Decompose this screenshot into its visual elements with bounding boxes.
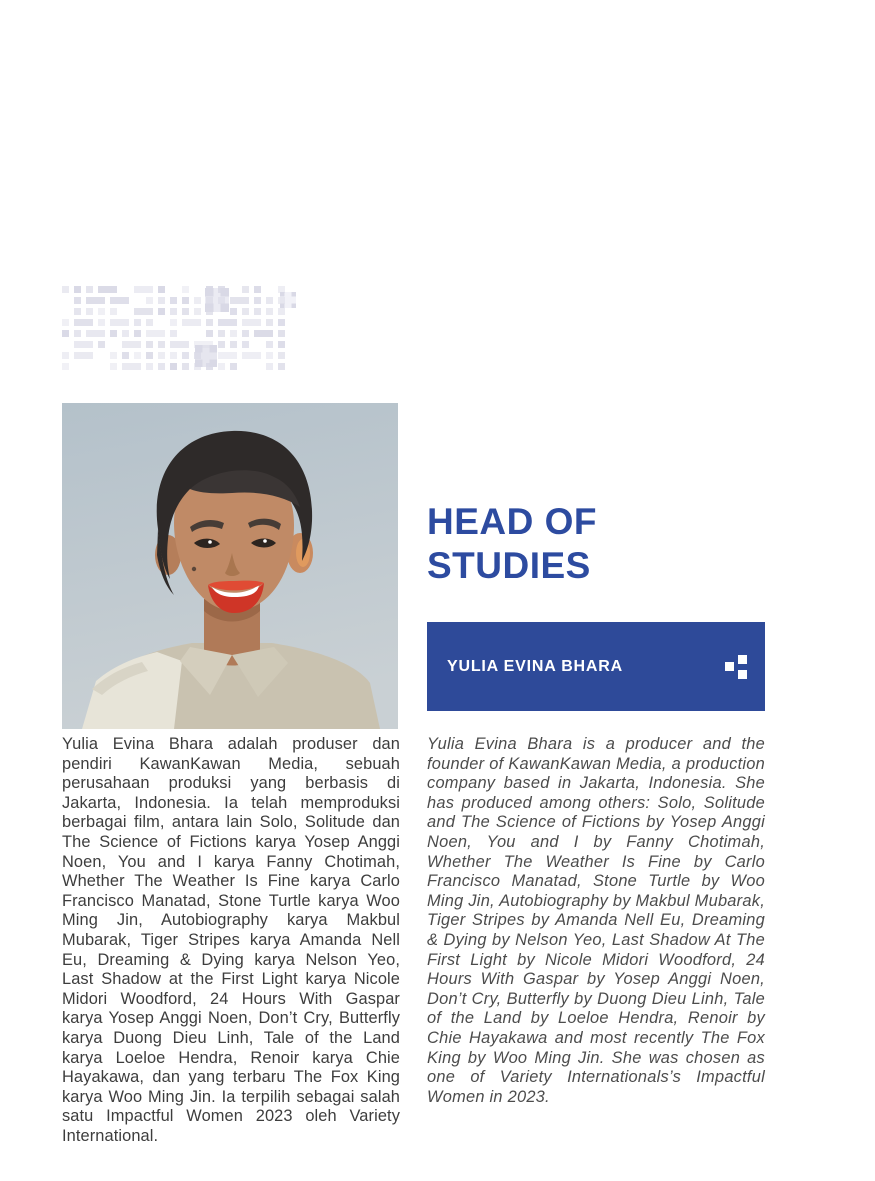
pattern-square: [254, 286, 261, 293]
pattern-square: [266, 352, 273, 359]
pattern-square: [158, 341, 165, 348]
pattern-square: [62, 330, 69, 337]
bio-english: Yulia Evina Bhara is a producer and the founder of KawanKawan Media, a production company based in Jakarta, Indonesia. She has produced among others: Solo, Solitude and The Science of Fictions by Yosep Anggi Noen, You and I by Fanny Chotimah, Whether The Weather Is Fine by Carlo Francisco Manatad, Stone Turtle by Woo Ming Jin, Autobiography by Makbul Mubarak, Tiger Stripes by Amanda Nell Eu, Dreaming & Dying by Nelson Yeo, Last Shadow At The First Light by Nicole Midori Woodford, 24 Hours With Gaspar by Yosep Anggi Noen, Don’t Cry, Butterfly by Duong Dieu Linh, Tale of the Land by Loeloe Hendra, Renoir by Chie Hayakawa and most recently The Fox King by Woo Ming Jin. She was chosen as one of Variety Internationals’s Impactful Women in 2023.: [427, 735, 765, 1106]
pattern-square: [206, 308, 213, 315]
pattern-square: [74, 286, 81, 293]
pattern-square: [194, 308, 201, 315]
pattern-square: [110, 352, 117, 359]
pattern-square: [146, 363, 153, 370]
pattern-square: [98, 308, 105, 315]
pattern-square: [182, 308, 189, 315]
pattern-square: [62, 319, 69, 326]
pattern-square: [170, 297, 177, 304]
pattern-square: [74, 319, 93, 326]
pattern-square: [218, 297, 225, 304]
pattern-square: [242, 330, 249, 337]
pattern-square: [122, 341, 141, 348]
pattern-square: [206, 330, 213, 337]
pattern-square: [278, 319, 285, 326]
pattern-square: [122, 330, 129, 337]
pattern-square: [278, 330, 285, 337]
pattern-square: [206, 297, 213, 304]
pattern-square: [122, 363, 141, 370]
pattern-square: [194, 352, 201, 359]
pattern-square: [218, 352, 237, 359]
pattern-square: [146, 319, 153, 326]
pattern-square: [206, 286, 213, 293]
pattern-square: [206, 319, 213, 326]
name-banner: [427, 622, 765, 711]
pattern-square: [182, 363, 189, 370]
pattern-square: [278, 297, 285, 304]
pattern-square: [230, 297, 249, 304]
pattern-square: [170, 308, 177, 315]
pattern-square: [158, 363, 165, 370]
page-title-line-2: STUDIES: [427, 545, 591, 586]
pattern-square: [182, 286, 189, 293]
pattern-square: [266, 297, 273, 304]
pattern-square: [194, 297, 201, 304]
pattern-square: [278, 308, 285, 315]
pattern-square: [158, 297, 165, 304]
pattern-square: [110, 330, 117, 337]
pattern-square: [146, 330, 165, 337]
pattern-square: [74, 341, 93, 348]
pattern-square: [134, 308, 153, 315]
pattern-square: [62, 286, 69, 293]
decorative-pattern: [62, 286, 296, 374]
pattern-square: [194, 341, 213, 348]
portrait-photo: [62, 403, 398, 729]
pattern-square: [266, 341, 273, 348]
pattern-square: [170, 330, 177, 337]
pattern-square: [110, 297, 129, 304]
pattern-square: [74, 308, 81, 315]
pattern-square: [122, 352, 129, 359]
pattern-square: [278, 341, 285, 348]
pattern-square: [158, 352, 165, 359]
pattern-square: [134, 286, 153, 293]
pattern-square: [110, 363, 117, 370]
share-icon-square: [738, 655, 747, 664]
pattern-square: [134, 319, 141, 326]
pattern-square: [242, 319, 261, 326]
pattern-square: [242, 341, 249, 348]
pattern-square: [98, 341, 105, 348]
pattern-square: [278, 286, 285, 293]
pattern-square: [62, 363, 69, 370]
pattern-square: [74, 352, 93, 359]
pattern-square: [146, 297, 153, 304]
pattern-square: [62, 352, 69, 359]
pattern-square: [110, 308, 117, 315]
pattern-square: [242, 286, 249, 293]
pattern-square: [230, 308, 237, 315]
pattern-square: [218, 330, 225, 337]
portrait-illustration: [62, 403, 398, 729]
pattern-square: [86, 330, 105, 337]
pattern-square: [110, 319, 129, 326]
pattern-square: [206, 363, 213, 370]
pattern-square: [278, 352, 285, 359]
pattern-square: [230, 341, 237, 348]
pattern-square: [86, 286, 93, 293]
pattern-square: [182, 352, 189, 359]
pattern-square: [146, 341, 153, 348]
pattern-square: [254, 297, 261, 304]
pattern-square: [194, 363, 201, 370]
pattern-square: [254, 330, 273, 337]
pattern-square: [170, 341, 189, 348]
pattern-square: [182, 297, 189, 304]
pattern-square: [86, 308, 93, 315]
page-title-line-1: HEAD OF: [427, 501, 597, 542]
pattern-square: [86, 297, 105, 304]
pattern-square: [182, 319, 201, 326]
pattern-square: [218, 319, 237, 326]
pattern-square: [170, 352, 177, 359]
share-icon[interactable]: [725, 655, 747, 679]
bio-indonesian: Yulia Evina Bhara adalah produser dan pendiri KawanKawan Media, sebuah perusahaan produksi yang berbasis di Jakarta, Indonesia. Ia telah memproduksi berbagai film, antara lain Solo, Solitude dan The Science of Fictions karya Yosep Anggi Noen, You and I karya Fanny Chotimah, Whether The Weather Is Fine karya Carlo Francisco Manatad, Stone Turtle karya Woo Ming Jin, Autobiography karya Makbul Mubarak, Tiger Stripes karya Amanda Nell Eu, Dreaming & Dying karya Nelson Yeo, Last Shadow at the First Light karya Nicole Midori Woodford, 24 Hours With Gaspar karya Yosep Anggi Noen, Don’t Cry, Butterfly karya Duong Dieu Linh, Tale of the Land karya Loeloe Hendra, Renoir karya Chie Hayakawa, dan yang terbaru The Fox King karya Woo Ming Jin. Ia terpilih sebagai salah satu Impactful Women 2023 oleh Variety International.: [62, 735, 400, 1145]
pattern-square: [254, 308, 261, 315]
pattern-square: [98, 286, 117, 293]
pattern-square: [242, 308, 249, 315]
pattern-square: [218, 363, 225, 370]
share-icon-square: [738, 670, 747, 679]
pattern-square: [266, 319, 273, 326]
pattern-square: [134, 352, 141, 359]
pattern-square: [170, 319, 177, 326]
pattern-square: [218, 286, 225, 293]
pattern-square: [74, 297, 81, 304]
pattern-square: [158, 308, 165, 315]
pattern-square: [74, 330, 81, 337]
pattern-square: [266, 363, 273, 370]
pattern-square: [218, 341, 225, 348]
pattern-square: [146, 352, 153, 359]
pattern-square: [242, 352, 261, 359]
pattern-square: [158, 286, 165, 293]
profile-name: YULIA EVINA BHARA: [447, 657, 623, 675]
share-icon-square: [725, 662, 734, 671]
pattern-square: [278, 363, 285, 370]
pattern-square: [230, 363, 237, 370]
pattern-square: [266, 308, 273, 315]
pattern-square: [98, 319, 105, 326]
pattern-square: [134, 330, 141, 337]
page-title: [427, 500, 597, 588]
pattern-square: [230, 330, 237, 337]
pattern-square: [170, 363, 177, 370]
